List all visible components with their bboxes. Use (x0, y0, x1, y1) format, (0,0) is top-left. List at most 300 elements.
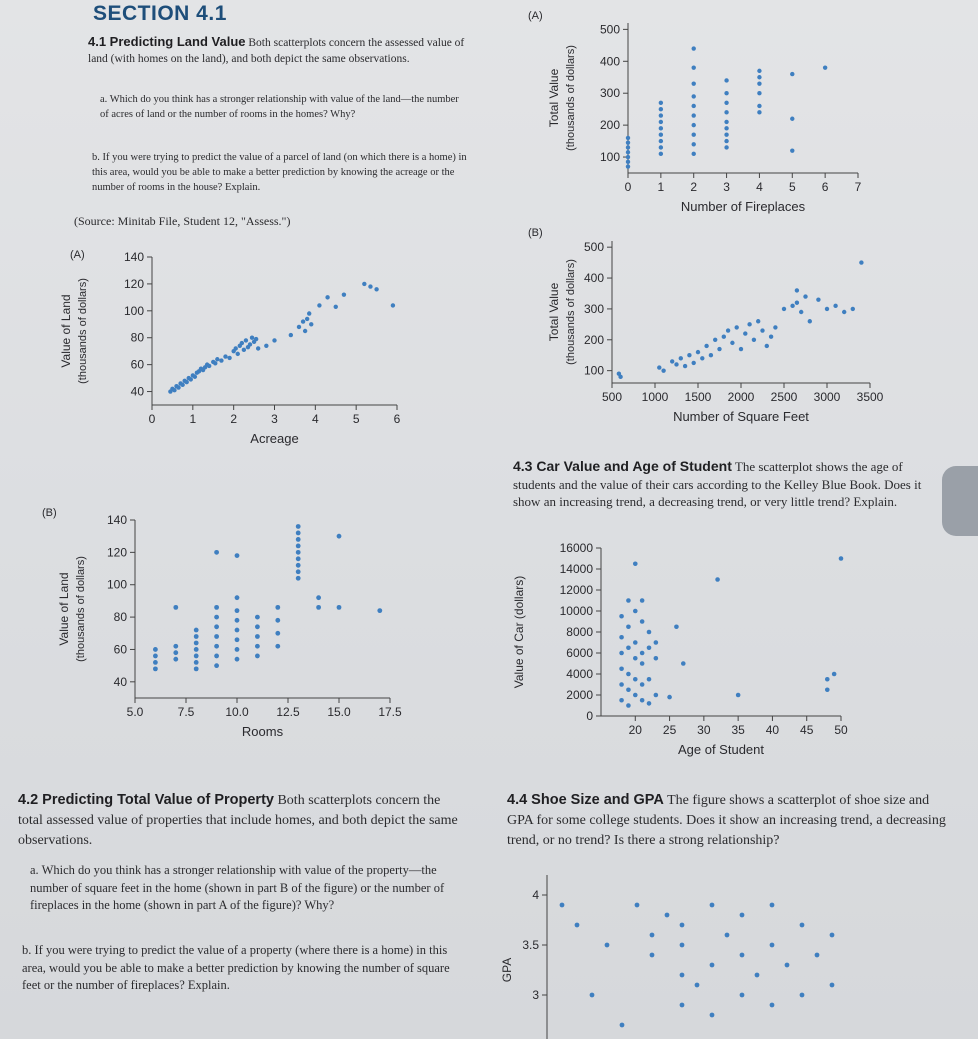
y-tick-label: 16000 (559, 541, 593, 555)
data-point (679, 356, 683, 360)
data-point (747, 322, 751, 326)
data-point (724, 139, 728, 143)
data-point (619, 614, 624, 619)
problem-4-3-title: 4.3 Car Value and Age of Student (513, 458, 732, 474)
data-point (800, 923, 805, 928)
y-tick-label: 400 (599, 54, 620, 69)
data-point (740, 993, 745, 998)
data-point (640, 661, 645, 666)
x-tick-label: 3500 (856, 390, 884, 404)
data-point (769, 334, 773, 338)
data-point (214, 634, 219, 639)
data-point (235, 618, 240, 623)
problem-4-1-intro (88, 34, 468, 67)
data-point (659, 139, 663, 143)
y-tick-label: 40 (113, 674, 127, 689)
x-tick-label: 3 (723, 180, 730, 194)
data-point (235, 628, 240, 633)
data-point (799, 310, 803, 314)
data-point (790, 304, 794, 308)
x-tick-label: 17.5 (378, 705, 402, 719)
chart-land-acreage (40, 240, 460, 470)
y-tick-label: 80 (130, 330, 144, 345)
y-tick-label: 80 (113, 610, 127, 625)
data-point (692, 152, 696, 156)
data-point (275, 644, 280, 649)
y-tick-label: 6000 (566, 646, 593, 660)
data-point (842, 310, 846, 314)
data-point (250, 336, 254, 340)
data-point (626, 136, 630, 140)
data-point (235, 608, 240, 613)
data-point (626, 140, 630, 144)
data-point (605, 943, 610, 948)
data-point (739, 347, 743, 351)
data-point (709, 353, 713, 357)
data-point (659, 145, 663, 149)
data-point (815, 953, 820, 958)
data-point (640, 698, 645, 703)
x-tick-label: 15.0 (327, 705, 351, 719)
data-point (692, 113, 696, 117)
data-point (790, 117, 794, 121)
data-point (173, 605, 178, 610)
data-point (316, 595, 321, 600)
y-axis-label: GPA (500, 957, 514, 983)
data-point (242, 348, 246, 352)
panel-label: (A) (70, 249, 85, 261)
data-point (640, 651, 645, 656)
data-point (782, 307, 786, 311)
data-point (825, 687, 830, 692)
data-point (692, 133, 696, 137)
data-point (305, 317, 309, 321)
y-tick-label: 140 (123, 250, 144, 264)
data-point (626, 687, 631, 692)
x-tick-label: 4 (311, 412, 319, 426)
x-axis-label: Age of Student (677, 742, 765, 757)
data-point (255, 654, 260, 659)
data-point (626, 155, 630, 159)
data-point (692, 46, 696, 50)
y-axis-label: Value of Land (57, 572, 71, 646)
data-point (654, 656, 659, 661)
data-point (659, 152, 663, 156)
data-point (255, 644, 260, 649)
question-text: Which do you think has a stronger relationship with value of the land—the number of acres of land or the number of rooms in the homes? Why? (100, 94, 459, 120)
data-point (640, 619, 645, 624)
data-point (633, 609, 638, 614)
data-point (275, 605, 280, 610)
section-heading: SECTION 4.1 (93, 2, 227, 25)
y-tick-label: 300 (583, 301, 604, 316)
data-point (659, 120, 663, 124)
chart-shoe-gpa (495, 865, 875, 1035)
panel-label: (B) (528, 227, 543, 239)
data-point (219, 358, 223, 362)
data-point (254, 337, 258, 341)
data-point (214, 663, 219, 668)
data-point (575, 923, 580, 928)
data-point (626, 645, 631, 650)
x-tick-label: 30 (697, 723, 711, 737)
x-tick-label: 2500 (770, 390, 798, 404)
data-point (214, 624, 219, 629)
x-tick-label: 40 (765, 723, 780, 737)
y-tick-label: 8000 (566, 625, 593, 639)
data-point (692, 104, 696, 108)
data-point (194, 647, 199, 652)
x-tick-label: 2 (690, 180, 698, 194)
data-point (296, 531, 301, 536)
data-point (803, 294, 807, 298)
x-tick-label: 50 (834, 723, 848, 737)
problem-4-1-question-b (92, 150, 482, 195)
panel-label: (A) (528, 10, 543, 22)
data-point (692, 361, 696, 365)
y-tick-label: 200 (599, 118, 620, 133)
data-point (296, 569, 301, 574)
data-point (619, 698, 624, 703)
y-tick-label: 500 (583, 240, 604, 255)
data-point (743, 331, 747, 335)
data-point (659, 101, 663, 105)
data-point (185, 380, 189, 384)
question-text: If you were trying to predict the value of a parcel of land (on which there is a home) in this area, would you be able to make a better prediction by knowing the acreage or the number of rooms in the house? Explain. (92, 152, 467, 193)
data-point (680, 923, 685, 928)
data-point (194, 641, 199, 646)
x-tick-label: 10.0 (225, 705, 249, 719)
x-tick-label: 25 (662, 723, 677, 737)
question-text: Which do you think has a stronger relationship with value of the property—the number of square feet in the home (shown in part B of the figure) or the number of fireplaces in the home (shown in part A of the figure)? Why? (30, 863, 445, 912)
data-point (153, 647, 158, 652)
data-point (808, 319, 812, 323)
data-point (795, 288, 799, 292)
data-point (255, 624, 260, 629)
data-point (234, 346, 238, 350)
data-point (726, 328, 730, 332)
x-tick-label: 1 (189, 412, 197, 426)
data-point (214, 605, 219, 610)
problem-4-1-title: 4.1 Predicting Land Value (88, 34, 246, 49)
data-point (692, 94, 696, 98)
y-tick-label: 12000 (559, 583, 593, 597)
question-text: If you were trying to predict the value of a property (where there is a home) in this area, would you be able to make a better prediction by knowing the number of square feet or the number of fireplaces? Explain. (22, 943, 450, 992)
data-point (620, 1023, 625, 1028)
data-point (680, 1003, 685, 1008)
data-point (795, 301, 799, 305)
problem-4-2-intro-text: Both scatterplots concern the total assessed value of properties that include homes, and both depict the same observations. (18, 793, 458, 848)
data-point (770, 1003, 775, 1008)
data-point (619, 635, 624, 640)
data-point (770, 943, 775, 948)
data-point (704, 344, 708, 348)
data-point (800, 993, 805, 998)
data-point (740, 913, 745, 918)
data-point (289, 333, 293, 337)
data-point (773, 325, 777, 329)
data-point (626, 160, 630, 164)
x-tick-label: 35 (731, 723, 745, 737)
y-tick-label: 2000 (566, 688, 593, 702)
data-point (725, 933, 730, 938)
data-point (296, 543, 301, 548)
page-tab (942, 466, 978, 536)
y-tick-label: 4 (532, 888, 539, 902)
data-point (619, 666, 624, 671)
data-point (735, 325, 739, 329)
data-point (235, 553, 240, 558)
data-point (667, 695, 672, 700)
data-point (752, 338, 756, 342)
data-point (724, 120, 728, 124)
x-tick-label: 4 (756, 180, 763, 194)
data-point (342, 292, 346, 296)
data-point (724, 126, 728, 130)
data-point (710, 1013, 715, 1018)
data-point (317, 303, 321, 307)
data-point (650, 953, 655, 958)
data-point (722, 334, 726, 338)
y-tick-label: 100 (599, 150, 620, 165)
data-point (765, 344, 769, 348)
data-point (710, 903, 715, 908)
problem-4-4-text: The figure shows a scatterplot of shoe size and GPA for some college students. Does it show an increasing trend, a decreasing trend, or no trend? Is there a strong relationship? (507, 793, 946, 848)
data-point (757, 104, 761, 108)
data-point (377, 608, 382, 613)
data-point (194, 628, 199, 633)
x-tick-label: 0 (148, 412, 156, 426)
problem-4-2-question-b (22, 942, 462, 995)
data-point (374, 287, 378, 291)
data-point (215, 357, 219, 361)
data-point (223, 354, 227, 358)
data-point (830, 983, 835, 988)
data-point (785, 963, 790, 968)
data-point (661, 368, 665, 372)
data-point (760, 328, 764, 332)
data-point (755, 973, 760, 978)
data-point (214, 654, 219, 659)
data-point (710, 963, 715, 968)
data-point (275, 618, 280, 623)
question-label: a. (100, 94, 108, 105)
data-point (640, 598, 645, 603)
data-point (724, 110, 728, 114)
y-axis-label-units: (thousands of dollars) (75, 556, 87, 662)
chart-land-rooms (40, 500, 460, 750)
y-tick-label: 100 (123, 303, 144, 318)
y-tick-label: 3.5 (522, 938, 539, 952)
y-tick-label: 120 (123, 276, 144, 291)
data-point (724, 145, 728, 149)
x-axis-label: Number of Square Feet (673, 409, 809, 424)
data-point (189, 377, 193, 381)
y-tick-label: 100 (106, 577, 127, 592)
data-point (695, 983, 700, 988)
x-tick-label: 6 (821, 180, 829, 194)
data-point (296, 576, 301, 581)
data-point (362, 282, 366, 286)
data-point (296, 537, 301, 542)
data-point (687, 353, 691, 357)
data-point (194, 634, 199, 639)
y-axis-label-units: (thousands of dollars) (565, 259, 577, 365)
data-point (264, 344, 268, 348)
data-point (207, 364, 211, 368)
data-point (851, 307, 855, 311)
data-point (713, 338, 717, 342)
data-point (657, 365, 661, 369)
data-point (619, 651, 624, 656)
data-point (654, 640, 659, 645)
data-point (633, 677, 638, 682)
data-point (626, 164, 630, 168)
data-point (692, 142, 696, 146)
y-axis-label-units: (thousands of dollars) (565, 45, 577, 151)
y-axis-label: Total Value (547, 68, 561, 128)
data-point (823, 65, 827, 69)
data-point (626, 145, 630, 149)
data-point (337, 534, 342, 539)
data-point (235, 647, 240, 652)
data-point (659, 126, 663, 130)
y-tick-label: 3 (532, 988, 539, 1002)
x-tick-label: 6 (393, 412, 401, 426)
data-point (194, 654, 199, 659)
data-point (296, 524, 301, 529)
data-point (816, 297, 820, 301)
data-point (214, 615, 219, 620)
data-point (255, 634, 260, 639)
data-point (680, 943, 685, 948)
data-point (724, 91, 728, 95)
y-tick-label: 300 (599, 86, 620, 101)
data-point (214, 550, 219, 555)
data-point (724, 133, 728, 137)
data-point (173, 657, 178, 662)
data-point (633, 640, 638, 645)
y-tick-label: 120 (106, 545, 127, 560)
data-point (172, 388, 176, 392)
x-axis-label: Rooms (241, 724, 284, 739)
data-point (297, 325, 301, 329)
data-point (647, 630, 652, 635)
y-tick-label: 100 (583, 363, 604, 378)
data-point (334, 305, 338, 309)
data-point (647, 701, 652, 706)
chart-value-sqft (520, 228, 900, 443)
x-axis-label: Number of Fireplaces (680, 199, 806, 214)
x-tick-label: 7 (854, 180, 862, 194)
y-tick-label: 200 (583, 332, 604, 347)
y-tick-label: 40 (130, 384, 144, 399)
data-point (194, 666, 199, 671)
x-tick-label: 2000 (727, 390, 755, 404)
data-point (674, 362, 678, 366)
x-tick-label: 1000 (641, 390, 669, 404)
y-axis-label-units: (thousands of dollars) (77, 278, 89, 384)
data-point (176, 385, 180, 389)
data-point (833, 304, 837, 308)
data-point (296, 556, 301, 561)
x-tick-label: 3 (271, 412, 278, 426)
data-point (724, 101, 728, 105)
data-point (790, 72, 794, 76)
data-point (153, 654, 158, 659)
question-label: b. (22, 943, 32, 957)
y-tick-label: 4000 (566, 667, 593, 681)
data-point (717, 347, 721, 351)
data-point (825, 677, 830, 682)
data-point (740, 953, 745, 958)
source-note: (Source: Minitab File, Student 12, "Assess.") (74, 214, 291, 228)
data-point (825, 307, 829, 311)
data-point (173, 650, 178, 655)
data-point (307, 311, 311, 315)
data-point (635, 903, 640, 908)
x-tick-label: 12.5 (276, 705, 300, 719)
y-tick-label: 500 (599, 22, 620, 37)
x-tick-label: 1500 (684, 390, 712, 404)
data-point (692, 81, 696, 85)
y-tick-label: 140 (106, 513, 127, 527)
x-tick-label: 1 (657, 180, 665, 194)
y-tick-label: 10000 (559, 604, 593, 618)
y-axis-label: Total Value (547, 282, 561, 342)
data-point (633, 693, 638, 698)
data-point (680, 973, 685, 978)
data-point (790, 148, 794, 152)
data-point (640, 682, 645, 687)
x-tick-label: 5 (352, 412, 360, 426)
data-point (248, 342, 252, 346)
data-point (757, 69, 761, 73)
data-point (618, 375, 622, 379)
data-point (659, 113, 663, 117)
data-point (235, 637, 240, 642)
data-point (325, 295, 329, 299)
problem-4-2-question-a (30, 862, 460, 915)
data-point (696, 350, 700, 354)
data-point (296, 563, 301, 568)
y-axis-label: Value of Car (dollars) (512, 575, 526, 689)
data-point (650, 933, 655, 938)
x-tick-label: 5.0 (126, 705, 144, 719)
data-point (214, 644, 219, 649)
data-point (275, 631, 280, 636)
data-point (272, 338, 276, 342)
data-point (724, 78, 728, 82)
question-label: a. (30, 863, 39, 877)
data-point (633, 656, 638, 661)
problem-4-2-intro (18, 790, 468, 851)
data-point (626, 672, 631, 677)
chart-value-fireplaces (520, 5, 880, 220)
data-point (626, 598, 631, 603)
data-point (194, 660, 199, 665)
data-point (213, 361, 217, 365)
data-point (235, 595, 240, 600)
data-point (391, 303, 395, 307)
data-point (692, 65, 696, 69)
data-point (859, 260, 863, 264)
data-point (756, 319, 760, 323)
data-point (692, 123, 696, 127)
problem-4-4-title: 4.4 Shoe Size and GPA (507, 792, 664, 808)
data-point (560, 903, 565, 908)
data-point (659, 133, 663, 137)
